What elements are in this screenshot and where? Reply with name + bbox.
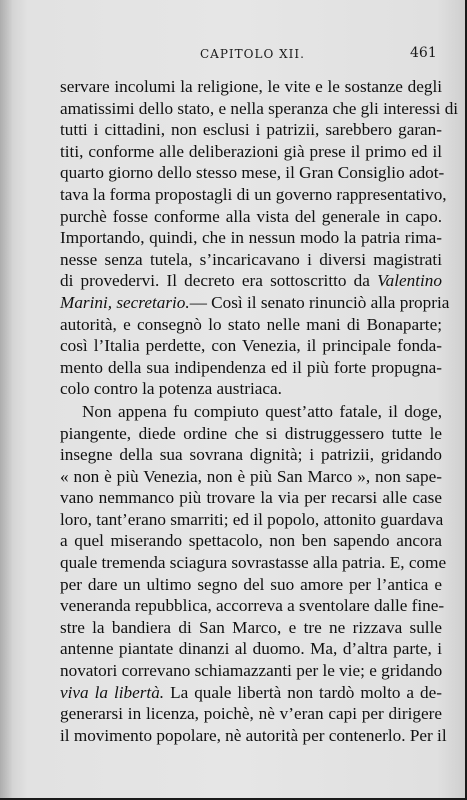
text-line: tava la forma propostagli di un governo rappresentativo, [60, 184, 447, 204]
text-segment: — Così il senato rinunciò alla propria [189, 292, 450, 312]
text-line: novatori correvano schiamazzanti per le vie; e gridando [60, 661, 443, 681]
text-line: a quel miserando spettacolo, non ben sapendo ancora [60, 531, 442, 551]
text-line: insegne della sua sovrana dignità; i patrizii, gridando [60, 445, 442, 465]
running-head: CAPITOLO XII. [200, 47, 305, 61]
body-text [60, 76, 459, 746]
text-segment: di provedervi. Il decreto era sottoscritto da [60, 271, 370, 291]
text-line: mento della sua indipendenza ed il più forte propugna- [60, 357, 442, 377]
italic-signature: Marini, secretario. [60, 292, 190, 312]
page-header [0, 47, 467, 67]
text-line: « non è più Venezia, non è più San Marco », non sape- [60, 466, 442, 486]
text-line: quale tremenda sciagura sovrastasse alla patria. E, come [60, 553, 447, 573]
page-number: 461 [410, 45, 437, 61]
text-line: nesse senza tutela, s’incaricavano i diversi magistrati [60, 249, 442, 269]
text-line [60, 292, 450, 314]
text-line: Importando, quindi, che in nessun modo la patria rima- [60, 228, 442, 248]
text-line: stre la bandiera di San Marco, e tre ne rizzava sulle [60, 617, 442, 637]
text-line: Non appena fu compiuto quest’atto fatale, il doge, [82, 401, 442, 421]
text-line: antenne piantate dinanzi al duomo. Ma, d’altra parte, i [60, 639, 442, 659]
text-line: generarsi in licenza, poichè, nè v’eran capi per dirigere [60, 704, 442, 724]
text-line: così l’Italia perdette, con Venezia, il principale fonda- [60, 336, 442, 356]
text-line: autorità, e consegnò lo stato nelle mani di Bonaparte; [60, 314, 442, 334]
text-line: tutti i cittadini, non esclusi i patrizii, sarebbero garan- [60, 120, 442, 140]
text-line [60, 270, 442, 292]
paragraph-2 [60, 401, 447, 747]
text-line: loro, tant’erano smarriti; ed il popolo, attonito guardava [60, 509, 444, 529]
text-line: veneranda repubblica, accorreva a sventolare dalle fine- [60, 596, 445, 616]
text-line: amatissimi dello stato, e nella speranza che gli interessi di [60, 98, 459, 118]
text-line [60, 682, 442, 704]
text-line: per dare un ultimo segno del suo amore per l’antica e [60, 574, 442, 594]
italic-phrase: viva la libertà. [60, 682, 165, 702]
text-line: il movimento popolare, nè autorità per contenerlo. Per il [60, 725, 447, 745]
text-line: colo contro la potenza austriaca. [60, 379, 282, 399]
text-line: vano nemmanco più trovare la via per recarsi alle case [60, 488, 442, 508]
text-segment: La quale libertà non tardò molto a de- [170, 682, 442, 702]
text-line: servare incolumi la religione, le vite e le sostanze degli [60, 77, 442, 96]
text-line: piangente, diede ordine che si distruggessero tutte le [60, 423, 442, 443]
text-line: quarto giorno dello stesso mese, il Gran Consiglio adot- [60, 163, 445, 183]
text-line: purchè fosse conforme alla vista del generale in capo. [60, 206, 442, 226]
page-spine-shadow [0, 0, 12, 798]
paragraph-1 [60, 76, 459, 400]
text-line: titi, conforme alle deliberazioni già prese il primo ed il [60, 141, 442, 161]
italic-name: Valentino [377, 271, 442, 291]
